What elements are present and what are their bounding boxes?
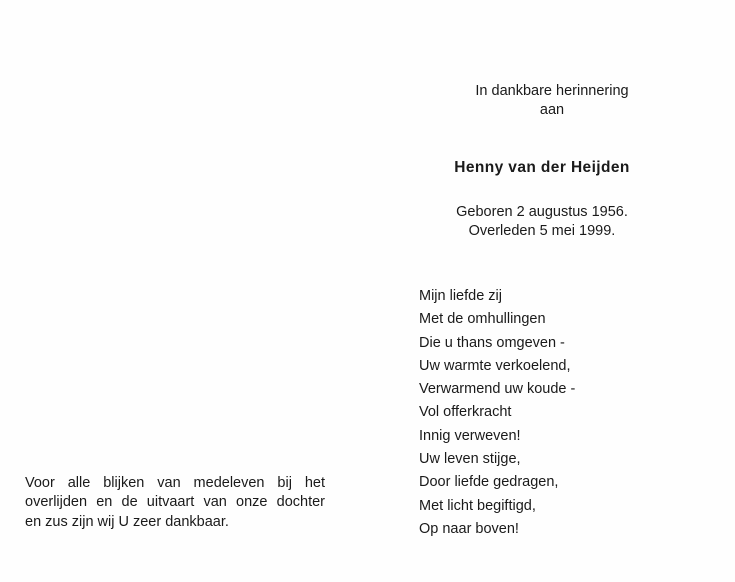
left-page	[0, 0, 367, 582]
life-dates	[407, 203, 677, 241]
thanks-line: en zus zijn wij U zeer dankbaar.	[25, 513, 229, 530]
right-page	[367, 0, 735, 582]
poem-line: Met de omhullingen	[419, 311, 546, 328]
poem-line: Mijn liefde zij	[419, 288, 502, 304]
thanks-text	[25, 474, 325, 532]
birth-date: Geboren 2 augustus 1956.	[456, 204, 628, 220]
poem-line: Door liefde gedragen,	[419, 474, 559, 491]
poem-line: Uw warmte verkoelend,	[419, 357, 571, 374]
poem-line: Met licht begiftigd,	[419, 497, 536, 514]
poem-line: Innig verweven!	[419, 427, 521, 444]
poem-line: Vol offerkracht	[419, 404, 512, 421]
death-date: Overleden 5 mei 1999.	[468, 223, 616, 239]
poem-line: Verwarmend uw koude -	[419, 381, 576, 398]
dedication	[457, 82, 647, 120]
dedication-line-1: In dankbare herinnering	[475, 83, 629, 99]
poem-line: Uw leven stijge,	[419, 451, 521, 468]
poem	[419, 285, 679, 541]
poem-line: Op naar boven!	[419, 520, 519, 537]
dedication-line-2: aan	[539, 102, 565, 118]
poem-line: Die u thans omgeven -	[419, 334, 565, 351]
thanks-line: Voor alle blijken van medeleven bij het	[25, 475, 325, 491]
thanks-line: overlijden en de uitvaart van onze dochter	[25, 494, 325, 511]
deceased-name: Henny van der Heijden	[454, 159, 630, 176]
